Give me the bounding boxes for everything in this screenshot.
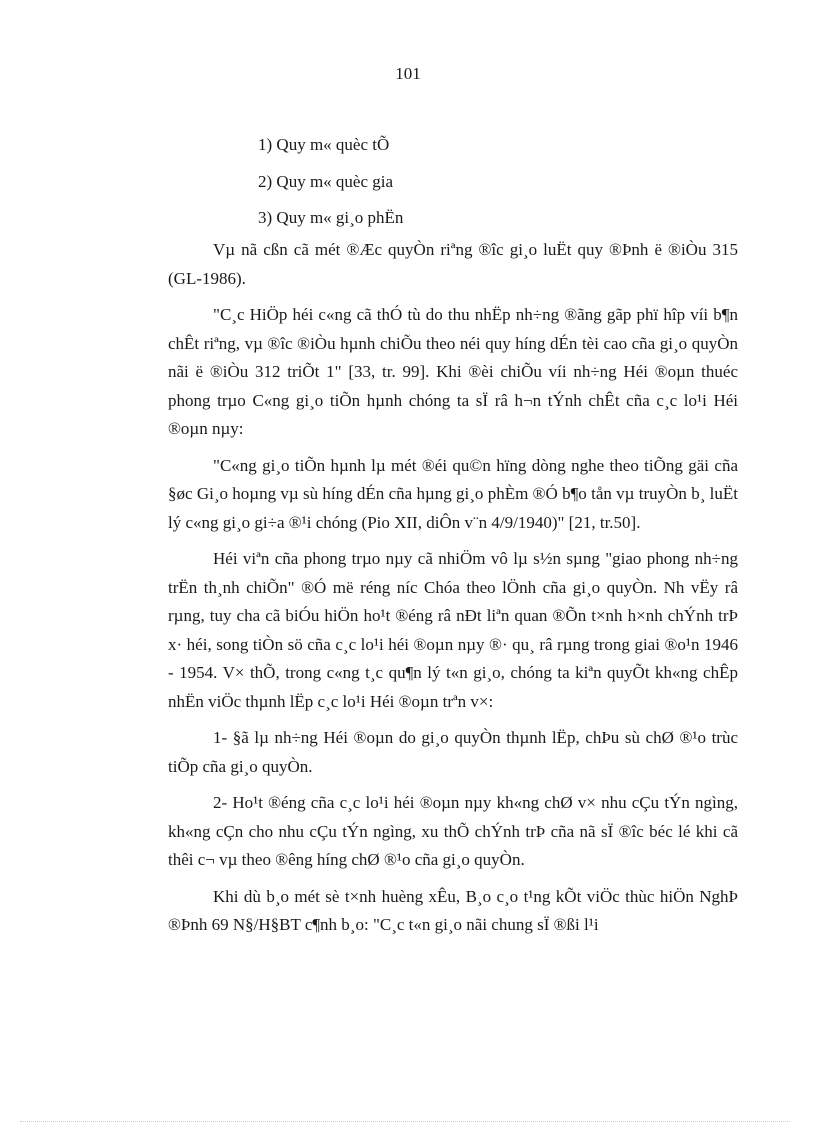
paragraph-5: 1- §ã lµ nh÷ng Héi ®oµn do gi¸o quyÒn thµnh lËp, chÞu sù chØ ®¹o trùc tiÕp cña gi¸o quyÒn. [168, 728, 738, 776]
paragraph-3: "C«ng gi¸o tiÕn hµnh lµ mét ®éi qu©n hïng dòng nghe theo tiÕng gäi cña §øc Gi¸o hoµng vµ sù híng dÉn cña hµng gi¸o phÈm ®Ó b¶o tån vµ truyÒn b¸ luËt lý c«ng gi¸o gi÷a ®¹i chóng (Pio XII, diÔn v¨n 4/9/1940)" [21, tr.50]. [168, 455, 738, 532]
paragraph-6: 2- Ho¹t ®éng cña c¸c lo¹i héi ®oµn nµy kh«ng chØ v× nhu cÇu tÝn ngìng, kh«ng cÇn cho nhu cÇu tÝn ngìng, xu thÕ chÝnh trÞ cña nã sÏ ®îc béc lé khi cã thêi c¬ vµ theo ®êng híng chØ ®¹o cña gi¸o quyÒn. [168, 793, 738, 869]
page-bottom-rule [20, 1121, 790, 1122]
paragraph-7: Khi dù b¸o mét sè t×nh huèng xÊu, B¸o c¸o t¹ng kÕt viÖc thùc hiÖn NghÞ ®Þnh 69 N§/H§BT c¶nh b¸o: "C¸c t«n gi¸o nãi chung sÏ ®ßi l¹i [168, 886, 738, 934]
paragraph-1: Vµ nã cßn cã mét ®Æc quyÒn riªng ®îc gi¸o luËt quy ®Þnh ë ®iÒu 315 (GL-1986). [168, 240, 738, 288]
paragraph-4: Héi viªn cña phong trµo nµy cã nhiÖm vô lµ s½n sµng "giao phong nh÷ng trËn th¸nh chiÕn" ®Ó më réng níc Chóa theo lÖnh cña gi¸o quyÒn. Nh vËy râ rµng, tuy cha cã biÓu hiÖn ho¹t ®éng râ nÐt liªn quan ®Õn t×nh h×nh chÝnh trÞ x· héi, song tiÒn sö cña c¸c lo¹i héi ®oµn nµy ®· qu¸ râ rµng trong giai ®o¹n 1946 - 1954. V× thÕ, trong c«ng t¸c qu¶n lý t«n gi¸o, chóng ta kiªn quyÕt kh«ng chÊp nhËn viÖc thµnh lËp c¸c lo¹i Héi ®oµn trªn v×: [168, 549, 738, 711]
list-item-3: 3) Quy m« gi¸o phËn [258, 208, 404, 227]
paragraphs [168, 236, 738, 948]
body-text [213, 131, 738, 241]
list-item-2: 2) Quy m« quèc gia [258, 171, 394, 191]
paragraph-2: "C¸c HiÖp héi c«ng cã thÓ tù do thu nhËp nh÷ng ®ãng gãp phï hîp víi b¶n chÊt riªng, vµ ®îc ®iÒu hµnh chiÕu theo néi quy híng dÉn tèi cao cña gi¸o quyÒn nãi ë ®iÒu 312 triÕt 1" [33, tr. 99]. Khi ®èi chiÕu víi nh÷ng Héi ®oµn thuéc phong trµo C«ng gi¸o tiÕn hµnh chóng ta sÏ râ h¬n tÝnh chÊt cña c¸c lo¹i Héi ®oµn nµy: [168, 305, 738, 438]
page-number: 101 [395, 64, 421, 83]
list-item-1: 1) Quy m« quèc tÕ [258, 135, 390, 154]
